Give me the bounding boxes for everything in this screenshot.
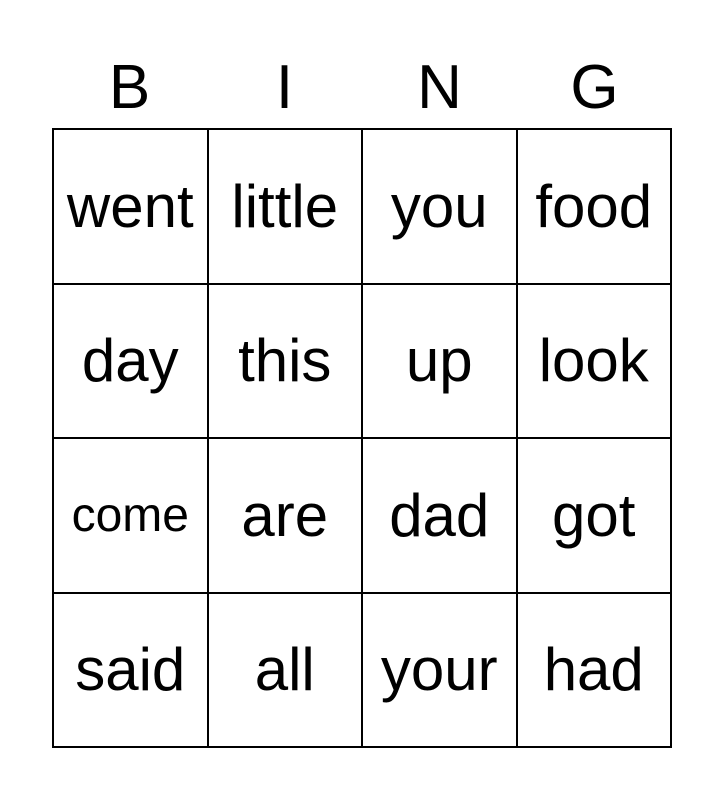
bingo-cell: day (54, 285, 209, 440)
bingo-cell: you (363, 130, 518, 285)
bingo-cell: come (54, 439, 209, 594)
bingo-cell: look (518, 285, 673, 440)
header-letter-b: B (108, 53, 151, 122)
bingo-cell: dad (363, 439, 518, 594)
bingo-cell: up (363, 285, 518, 440)
bingo-cell: your (363, 594, 518, 749)
bingo-header (52, 52, 672, 124)
bingo-cell: all (209, 594, 364, 749)
bingo-cell: food (518, 130, 673, 285)
header-letter-g: G (570, 53, 619, 122)
bingo-cell: went (54, 130, 209, 285)
bingo-cell: got (518, 439, 673, 594)
header-letter-i: I (275, 53, 294, 122)
bingo-cell: this (209, 285, 364, 440)
bingo-cell: said (54, 594, 209, 749)
bingo-cell: had (518, 594, 673, 749)
bingo-cell: are (209, 439, 364, 594)
header-letter-n: N (417, 53, 462, 122)
bingo-cell: little (209, 130, 364, 285)
bingo-board (52, 128, 672, 748)
